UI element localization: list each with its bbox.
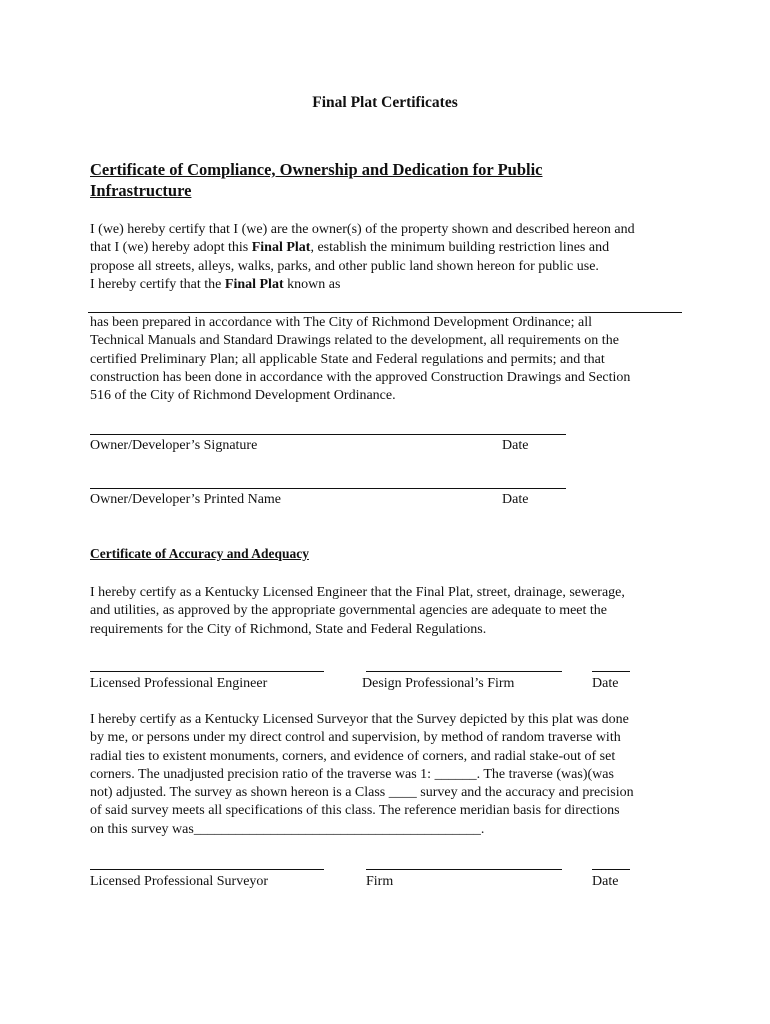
paragraph-line: and utilities, as approved by the appropriate governmental agencies are adequate to meet the bbox=[90, 603, 608, 619]
paragraph-line: not) adjusted. The survey as shown hereon is a Class ____ survey and the accuracy and precision bbox=[90, 785, 634, 801]
text: , establish the minimum building restriction lines and bbox=[310, 240, 610, 256]
owner-signature-label: Owner/Developer’s Signature bbox=[90, 438, 258, 453]
surveyor-date-line[interactable] bbox=[592, 869, 630, 870]
owner-name-date-label: Date bbox=[502, 492, 529, 507]
surveyor-paragraph bbox=[90, 711, 690, 839]
paragraph-line: I hereby certify as a Kentucky Licensed Surveyor that the Survey depicted by this plat was done bbox=[90, 712, 629, 727]
plat-name-line[interactable] bbox=[88, 312, 682, 313]
paragraph-line: 516 of the City of Richmond Development Ordinance. bbox=[90, 388, 396, 404]
paragraph-line: requirements for the City of Richmond, State and Federal Regulations. bbox=[90, 621, 487, 637]
surveyor-date-label: Date bbox=[592, 874, 619, 889]
paragraph-line: radial ties to existent monuments, corners, and evidence of corners, and radial stake-out of set bbox=[90, 748, 616, 764]
paragraph-line: certified Preliminary Plan; all applicable State and Federal regulations and permits; and that bbox=[90, 351, 605, 367]
paragraph-line: has been prepared in accordance with The City of Richmond Development Ordinance; all bbox=[90, 315, 593, 330]
text: that I (we) hereby adopt this bbox=[90, 240, 252, 256]
owner-name-line[interactable] bbox=[90, 488, 566, 489]
paragraph-line: of said survey meets all specifications of this class. The reference meridian basis for directions bbox=[90, 803, 620, 819]
paragraph-line: construction has been done in accordance with the approved Construction Drawings and Section bbox=[90, 369, 631, 385]
compliance-heading-line1: Certificate of Compliance, Ownership and Dedication for Public bbox=[90, 160, 543, 179]
compliance-paragraph bbox=[90, 314, 690, 405]
accuracy-heading: Certificate of Accuracy and Adequacy bbox=[90, 546, 309, 561]
surveyor-signature-line[interactable] bbox=[90, 869, 324, 870]
surveyor-firm-label: Firm bbox=[366, 874, 394, 889]
owner-signature-date-label: Date bbox=[502, 438, 529, 453]
firm-signature-line[interactable] bbox=[366, 671, 562, 672]
engineer-signature-line[interactable] bbox=[90, 671, 324, 672]
document-title: Final Plat Certificates bbox=[312, 94, 458, 111]
paragraph-line: by me, or persons under my direct control and supervision, by method of random traverse with bbox=[90, 730, 621, 746]
paragraph-line: on this survey was_________________________________________. bbox=[90, 821, 485, 837]
surveyor-firm-line[interactable] bbox=[366, 869, 562, 870]
paragraph-line: I (we) hereby certify that I (we) are the owner(s) of the property shown and described hereon and bbox=[90, 222, 635, 237]
final-plat-emphasis: Final Plat bbox=[224, 276, 284, 292]
engineer-label: Licensed Professional Engineer bbox=[90, 676, 268, 691]
owner-name-label: Owner/Developer’s Printed Name bbox=[90, 492, 282, 507]
engineer-date-label: Date bbox=[592, 676, 619, 691]
owner-signature-line[interactable] bbox=[90, 434, 566, 435]
surveyor-label: Licensed Professional Surveyor bbox=[90, 874, 269, 889]
paragraph-line: corners. The unadjusted precision ratio of the traverse was 1: ______. The traverse (was)(was bbox=[90, 766, 614, 782]
final-plat-emphasis: Final Plat bbox=[251, 240, 311, 256]
paragraph-line bbox=[90, 276, 690, 294]
engineer-paragraph bbox=[90, 584, 690, 639]
text: known as bbox=[283, 276, 341, 292]
compliance-heading-line2: Infrastructure bbox=[90, 181, 192, 200]
paragraph-line: Technical Manuals and Standard Drawings related to the development, all requirements on the bbox=[90, 333, 619, 349]
certification-paragraph bbox=[90, 221, 690, 294]
paragraph-line: propose all streets, alleys, walks, parks, and other public land shown hereon for public use. bbox=[90, 258, 599, 274]
paragraph-line bbox=[90, 239, 690, 257]
firm-label: Design Professional’s Firm bbox=[362, 676, 515, 691]
paragraph-line: I hereby certify as a Kentucky Licensed Engineer that the Final Plat, street, drainage, sewerage, bbox=[90, 585, 625, 600]
engineer-date-line[interactable] bbox=[592, 671, 630, 672]
text: I hereby certify that the bbox=[90, 276, 225, 292]
